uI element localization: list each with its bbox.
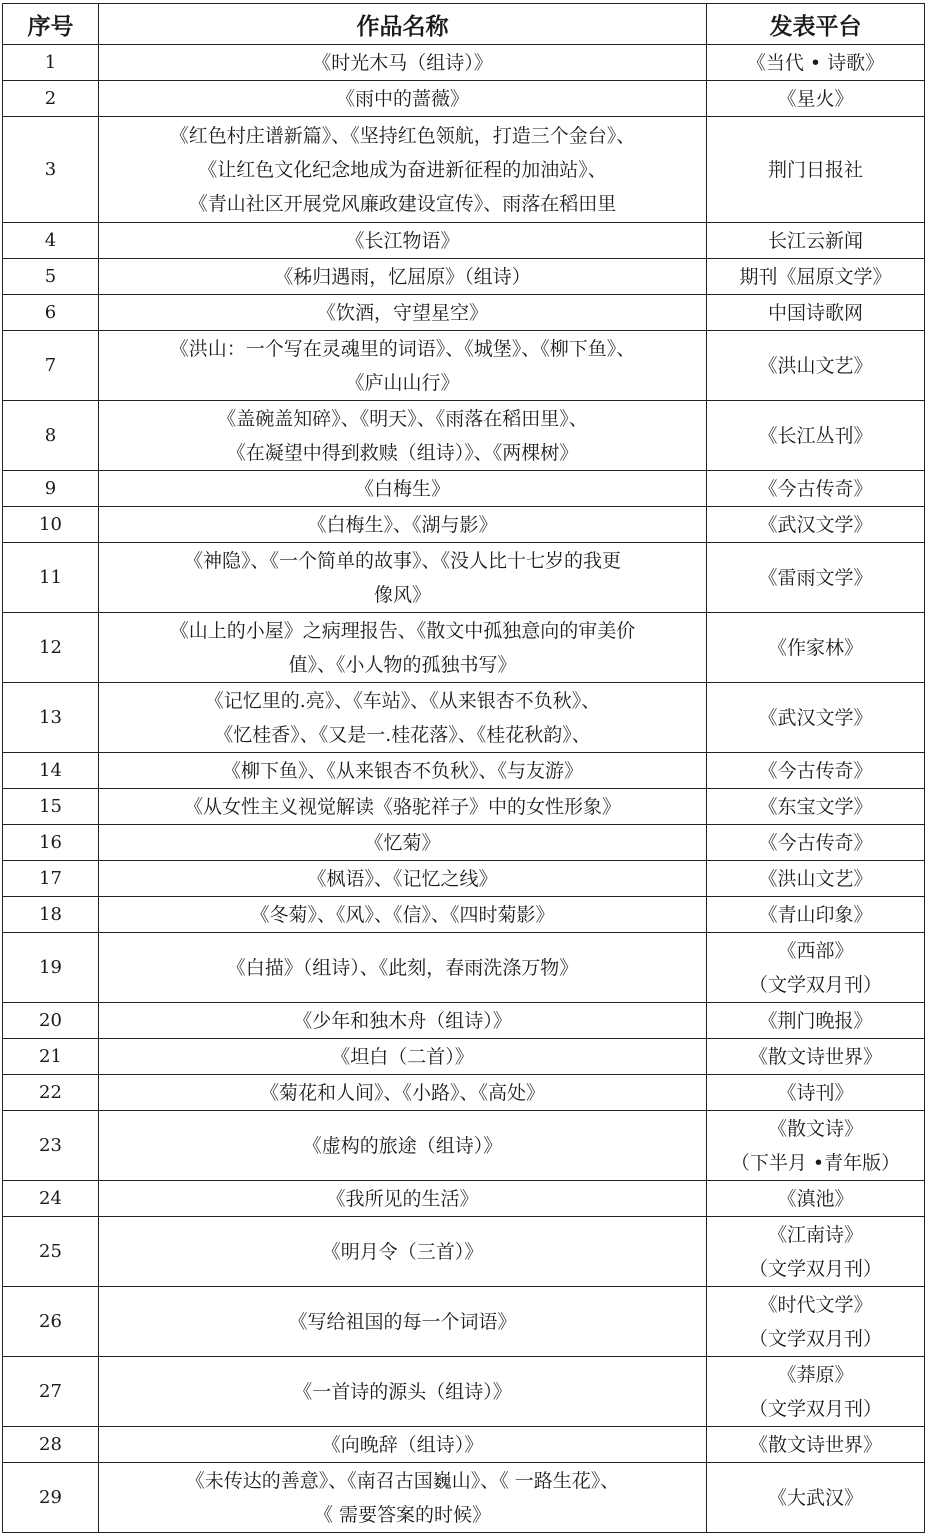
row-number: 6 <box>3 295 99 331</box>
platform-line: 期刊《屈原文学》 <box>739 265 892 288</box>
work-titles <box>99 1427 707 1463</box>
work-title-line: 《未传达的善意》、《南召古国巍山》、《 一路生花》、 <box>185 1469 620 1492</box>
work-titles <box>99 933 707 1003</box>
platform-line: 《散文诗世界》 <box>748 1045 882 1068</box>
publication-platform <box>707 543 925 613</box>
work-titles <box>99 825 707 861</box>
work-title-line: 《少年和独木舟（组诗）》 <box>293 1009 512 1032</box>
platform-line: （文学双月刊） <box>748 1397 882 1420</box>
publication-platform <box>707 753 925 789</box>
table-row <box>3 1003 925 1039</box>
work-titles <box>99 45 707 81</box>
work-title-line: 《柳下鱼》、《从来银杏不负秋》、《与友游》 <box>221 759 583 782</box>
table-row <box>3 1357 925 1427</box>
publication-platform <box>707 933 925 1003</box>
work-titles <box>99 295 707 331</box>
table-row <box>3 825 925 861</box>
platform-line: 《武汉文学》 <box>758 706 873 729</box>
work-titles <box>99 1463 707 1533</box>
row-number: 20 <box>3 1003 99 1039</box>
table-row <box>3 1181 925 1217</box>
work-titles <box>99 613 707 683</box>
row-number: 24 <box>3 1181 99 1217</box>
work-title-line: 《白描》（组诗）、《此刻，春雨洗涤万物》 <box>226 956 579 979</box>
publication-platform <box>707 861 925 897</box>
row-number: 16 <box>3 825 99 861</box>
work-title-line: 《长江物语》 <box>345 229 460 252</box>
platform-line: 《武汉文学》 <box>758 513 873 536</box>
work-title-line: 《向晚辞（组诗）》 <box>321 1433 484 1456</box>
work-title-line: 《雨中的蔷薇》 <box>335 87 469 110</box>
platform-line: 《诗刊》 <box>777 1081 854 1104</box>
publication-platform <box>707 1427 925 1463</box>
row-number: 11 <box>3 543 99 613</box>
work-titles <box>99 507 707 543</box>
publication-platform <box>707 789 925 825</box>
work-titles <box>99 1111 707 1181</box>
work-title-line: 《虚构的旅途（组诗）》 <box>302 1134 503 1157</box>
row-number: 29 <box>3 1463 99 1533</box>
publication-platform <box>707 81 925 117</box>
work-title-line: 《青山社区开展党风廉政建设宣传》、雨落在稻田里 <box>188 192 617 215</box>
platform-line: （文学双月刊） <box>748 973 882 996</box>
table-row <box>3 1287 925 1357</box>
platform-line: 《今古传奇》 <box>758 477 873 500</box>
work-titles <box>99 789 707 825</box>
work-title-line: 《冬菊》、《风》、《信》、《四时菊影》 <box>250 903 555 926</box>
row-number: 25 <box>3 1217 99 1287</box>
work-title-line: 《盖碗盖知碎》、《明天》、《雨落在稻田里》、 <box>217 407 588 430</box>
publication-platform <box>707 897 925 933</box>
publication-platform <box>707 1217 925 1287</box>
row-number: 8 <box>3 401 99 471</box>
work-title-line: 《山上的小屋》之病理报告、《散文中孤独意向的审美价 <box>169 619 636 642</box>
publication-platform <box>707 1357 925 1427</box>
work-titles <box>99 753 707 789</box>
work-title-line: 《白梅生》、《湖与影》 <box>307 513 498 536</box>
publication-platform <box>707 825 925 861</box>
table-row <box>3 933 925 1003</box>
work-title-line: 《明月令（三首）》 <box>321 1240 484 1263</box>
publication-platform <box>707 259 925 295</box>
row-number: 13 <box>3 683 99 753</box>
publication-platform <box>707 331 925 401</box>
platform-line: 《大武汉》 <box>767 1486 863 1509</box>
work-title-line: 《洪山：一个写在灵魂里的词语》、《城堡》、《柳下鱼》、 <box>169 337 636 360</box>
publication-platform <box>707 507 925 543</box>
table-row <box>3 1039 925 1075</box>
publication-platform <box>707 683 925 753</box>
platform-line: 《散文诗》 <box>767 1117 863 1140</box>
table-row <box>3 81 925 117</box>
table-row <box>3 331 925 401</box>
work-title-line: 《忆桂香》、《又是一.桂花落》、《桂花秋韵》、 <box>214 723 591 746</box>
row-number: 10 <box>3 507 99 543</box>
row-number: 1 <box>3 45 99 81</box>
work-title-line: 《坦白（二首）》 <box>331 1045 474 1068</box>
platform-line: 《西部》 <box>777 939 854 962</box>
row-number: 7 <box>3 331 99 401</box>
publication-platform <box>707 1111 925 1181</box>
work-title-line: 《神隐》、《一个简单的故事》、《没人比十七岁的我更 <box>183 549 621 572</box>
work-title-line: 《 需要答案的时候》 <box>313 1503 492 1526</box>
work-title-line: 《庐山山行》 <box>345 371 460 394</box>
publication-platform <box>707 1003 925 1039</box>
platform-line: （下半月 •青年版） <box>730 1151 901 1174</box>
table-row <box>3 117 925 223</box>
work-title-line: 《从女性主义视觉解读《骆驼祥子》中的女性形象》 <box>183 795 621 818</box>
table-row <box>3 507 925 543</box>
platform-line: 《洪山文艺》 <box>758 867 873 890</box>
row-number: 9 <box>3 471 99 507</box>
work-titles <box>99 543 707 613</box>
header-title: 作品名称 <box>99 4 707 45</box>
platform-line: 长江云新闻 <box>767 229 863 252</box>
publication-platform <box>707 401 925 471</box>
work-title-line: 《饮酒，守望星空》 <box>316 301 488 324</box>
work-titles <box>99 897 707 933</box>
work-title-line: 《菊花和人间》、《小路》、《高处》 <box>259 1081 545 1104</box>
work-title-line: 像风》 <box>373 583 431 606</box>
publication-platform <box>707 1039 925 1075</box>
row-number: 23 <box>3 1111 99 1181</box>
row-number: 26 <box>3 1287 99 1357</box>
work-titles <box>99 1181 707 1217</box>
publications-table <box>2 3 925 1533</box>
work-titles <box>99 331 707 401</box>
platform-line: 《作家林》 <box>767 636 863 659</box>
table-row <box>3 683 925 753</box>
table-row <box>3 543 925 613</box>
platform-line: （文学双月刊） <box>748 1257 882 1280</box>
table-row <box>3 1463 925 1533</box>
row-number: 19 <box>3 933 99 1003</box>
work-titles <box>99 117 707 223</box>
work-title-line: 《一首诗的源头（组诗）》 <box>293 1380 512 1403</box>
platform-line: 《散文诗世界》 <box>748 1433 882 1456</box>
platform-line: 《洪山文艺》 <box>758 354 873 377</box>
work-title-line: 《时光木马（组诗）》 <box>312 51 493 74</box>
table-body <box>3 45 925 1533</box>
row-number: 4 <box>3 223 99 259</box>
row-number: 27 <box>3 1357 99 1427</box>
work-title-line: 值》、《小人物的孤独书写》 <box>288 653 517 676</box>
publication-platform <box>707 223 925 259</box>
table-row <box>3 1217 925 1287</box>
work-titles <box>99 1075 707 1111</box>
row-number: 3 <box>3 117 99 223</box>
platform-line: 《东宝文学》 <box>758 795 873 818</box>
work-titles <box>99 1003 707 1039</box>
work-title-line: 《写给祖国的每一个词语》 <box>288 1310 517 1333</box>
publication-platform <box>707 1463 925 1533</box>
work-titles <box>99 401 707 471</box>
row-number: 22 <box>3 1075 99 1111</box>
work-title-line: 《记忆里的.亮》、《车站》、《从来银杏不负秋》、 <box>204 689 601 712</box>
work-title-line: 《秭归遇雨，忆屈原》（组诗） <box>274 265 531 288</box>
platform-line: 荆门日报社 <box>767 158 863 181</box>
table-row <box>3 45 925 81</box>
work-titles <box>99 861 707 897</box>
publication-platform <box>707 1181 925 1217</box>
work-title-line: 《我所见的生活》 <box>326 1187 479 1210</box>
publication-platform <box>707 295 925 331</box>
table-row <box>3 861 925 897</box>
row-number: 28 <box>3 1427 99 1463</box>
row-number: 21 <box>3 1039 99 1075</box>
table-row <box>3 259 925 295</box>
platform-line: 《雷雨文学》 <box>758 566 873 589</box>
table-row <box>3 789 925 825</box>
work-titles <box>99 1357 707 1427</box>
publication-platform <box>707 471 925 507</box>
platform-line: 《时代文学》 <box>758 1293 873 1316</box>
publication-platform <box>707 613 925 683</box>
work-titles <box>99 1287 707 1357</box>
work-titles <box>99 471 707 507</box>
work-titles <box>99 81 707 117</box>
row-number: 14 <box>3 753 99 789</box>
platform-line: 《今古传奇》 <box>758 759 873 782</box>
platform-line: 《星火》 <box>777 87 854 110</box>
work-title-line: 《白梅生》 <box>354 477 450 500</box>
platform-line: 《当代 • 诗歌》 <box>746 51 885 74</box>
platform-line: 中国诗歌网 <box>767 301 863 324</box>
platform-line: （文学双月刊） <box>748 1327 882 1350</box>
work-titles <box>99 1217 707 1287</box>
table-row <box>3 295 925 331</box>
table-row <box>3 1075 925 1111</box>
row-number: 2 <box>3 81 99 117</box>
header-row <box>3 4 925 45</box>
table-row <box>3 1427 925 1463</box>
header-no: 序号 <box>3 4 99 45</box>
work-titles <box>99 1039 707 1075</box>
table-row <box>3 223 925 259</box>
row-number: 5 <box>3 259 99 295</box>
platform-line: 《滇池》 <box>777 1187 854 1210</box>
platform-line: 《荆门晚报》 <box>758 1009 873 1032</box>
work-title-line: 《枫语》、《记忆之线》 <box>307 867 498 890</box>
row-number: 12 <box>3 613 99 683</box>
header-platform: 发表平台 <box>707 4 925 45</box>
platform-line: 《莽原》 <box>777 1363 854 1386</box>
publication-platform <box>707 117 925 223</box>
platform-line: 《江南诗》 <box>767 1223 863 1246</box>
work-titles <box>99 683 707 753</box>
publication-platform <box>707 45 925 81</box>
row-number: 17 <box>3 861 99 897</box>
table-row <box>3 401 925 471</box>
row-number: 15 <box>3 789 99 825</box>
table-row <box>3 471 925 507</box>
work-title-line: 《在凝望中得到救赎（组诗）》、《两棵树》 <box>226 441 579 464</box>
work-title-line: 《忆菊》 <box>364 831 441 854</box>
platform-line: 《今古传奇》 <box>758 831 873 854</box>
platform-line: 《青山印象》 <box>758 903 873 926</box>
work-titles <box>99 259 707 295</box>
work-title-line: 《让红色文化纪念地成为奋进新征程的加油站》、 <box>198 158 607 181</box>
platform-line: 《长江丛刊》 <box>758 424 873 447</box>
row-number: 18 <box>3 897 99 933</box>
publication-platform <box>707 1287 925 1357</box>
table-row <box>3 753 925 789</box>
table-row <box>3 897 925 933</box>
work-titles <box>99 223 707 259</box>
work-title-line: 《红色村庄谱新篇》、《坚持红色领航，打造三个金台》、 <box>169 124 636 147</box>
publication-platform <box>707 1075 925 1111</box>
table-row <box>3 1111 925 1181</box>
table-row <box>3 613 925 683</box>
